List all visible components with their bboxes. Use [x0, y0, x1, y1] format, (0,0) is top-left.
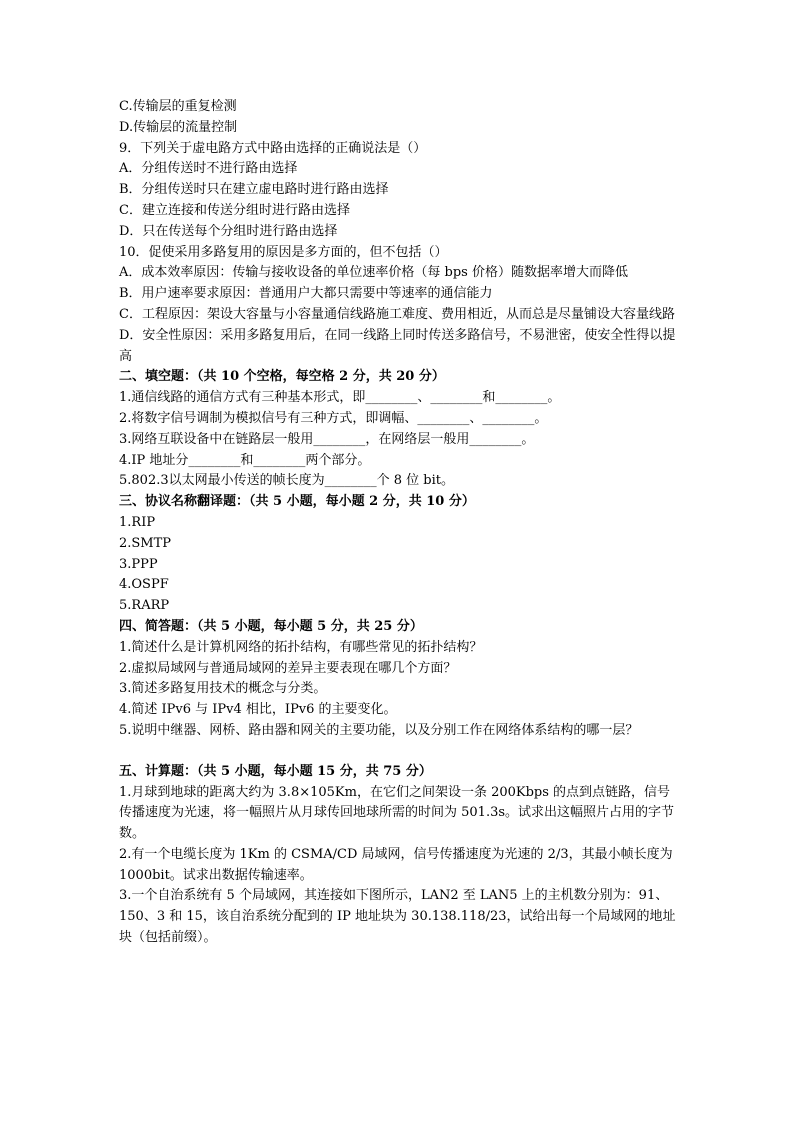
protocol-item-1: 1.RIP — [119, 514, 156, 530]
question-9: 9．下列关于虚电路方式中路由选择的正确说法是（） — [119, 140, 427, 156]
option-d-q10: D．安全性原因：采用多路复用后，在同一线路上同时传送多路信号，不易泄密，使安全性得以提 — [119, 327, 676, 343]
protocol-item-2: 2.SMTP — [119, 535, 172, 551]
fill-question-4: 4.IP 地址分________和________两个部分。 — [119, 452, 371, 468]
calc-question-2: 2.有一个电缆长度为 1Km 的 CSMA/CD 局域网，信号传播速度为光速的 2/3，其最小帧长度为 1000bit。试求出数据传输速率。 — [119, 846, 677, 883]
exam-content — [119, 97, 679, 949]
question-10: 10．促使采用多路复用的原因是多方面的，但不包括（） — [119, 244, 448, 260]
option-b-q9: B．分组传送时只在建立虚电路时进行路由选择 — [119, 182, 389, 198]
protocol-item-5: 5.RARP — [119, 598, 170, 614]
fill-question-2: 2.将数字信号调制为模拟信号有三种方式，即调幅、________、________。 — [119, 410, 548, 426]
option-a-q9: A．分组传送时不进行路由选择 — [119, 161, 298, 177]
option-c-q9: C．建立连接和传送分组时进行路由选择 — [119, 202, 350, 218]
fill-question-1: 1.通信线路的通信方式有三种基本形式，即________、________和________。 — [119, 390, 561, 406]
calc-question-3: 3.一个自治系统有 5 个局域网，其连接如下图所示，LAN2 至 LAN5 上的主机数分别为：91、150、3 和 15，该自治系统分配到的 IP 地址块为 30.138.118/23，试给出每一个局域网的地址块（包括前缀）。 — [119, 888, 676, 946]
fill-question-3: 3.网络互联设备中在链路层一般用________，在网络层一般用________。 — [119, 431, 535, 447]
short-answer-5: 5.说明中继器、网桥、路由器和网关的主要功能，以及分别工作在网络体系结构的哪一层？ — [119, 722, 639, 738]
option-d-q10-cont: 高 — [119, 348, 133, 364]
protocol-item-4: 4.OSPF — [119, 577, 169, 593]
fill-question-5: 5.802.3以太网最小传送的帧长度为________个 8 位 bit。 — [119, 473, 454, 489]
section-2-title: 二、填空题：（共 10 个空格，每空格 2 分，共 20 分） — [119, 369, 445, 385]
section-5-title: 五、计算题：（共 5 小题，每小题 15 分，共 75 分） — [119, 763, 432, 779]
protocol-item-3: 3.PPP — [119, 556, 158, 572]
short-answer-4: 4.简述 IPv6 与 IPv4 相比，IPv6 的主要变化。 — [119, 702, 397, 718]
section-4-title: 四、简答题：（共 5 小题，每小题 5 分，共 25 分） — [119, 618, 423, 634]
option-b-q10: B．用户速率要求原因：普通用户大都只需要中等速率的通信能力 — [119, 286, 493, 302]
option-d-q8: D.传输层的流量控制 — [119, 119, 238, 135]
option-a-q10: A．成本效率原因：传输与接收设备的单位速率价格（每 bps 价格）随数据率增大而降低 — [119, 265, 628, 281]
option-d-q9: D．只在传送每个分组时进行路由选择 — [119, 223, 338, 239]
calc-question-1: 1.月球到地球的距离大约为 3.8×105Km，在它们之间架设一条 200Kbps 的点到点链路，信号传播速度为光速，将一幅照片从月球传回地球所需的时间为 501.3s。试求出这幅照片占用的字节数。 — [119, 784, 675, 842]
spacer — [119, 742, 679, 762]
short-answer-1: 1.简述什么是计算机网络的拓扑结构，有哪些常见的拓扑结构？ — [119, 639, 483, 655]
short-answer-3: 3.简述多路复用技术的概念与分类。 — [119, 681, 327, 697]
option-c-q10: C．工程原因：架设大容量与小容量通信线路施工难度、费用相近，从而总是尽量铺设大容量线路 — [119, 306, 675, 322]
short-answer-2: 2.虚拟局域网与普通局域网的差异主要表现在哪几个方面？ — [119, 660, 457, 676]
section-3-title: 三、协议名称翻译题：（共 5 小题，每小题 2 分，共 10 分） — [119, 494, 475, 510]
option-c-q8: C.传输层的重复检测 — [119, 99, 237, 114]
